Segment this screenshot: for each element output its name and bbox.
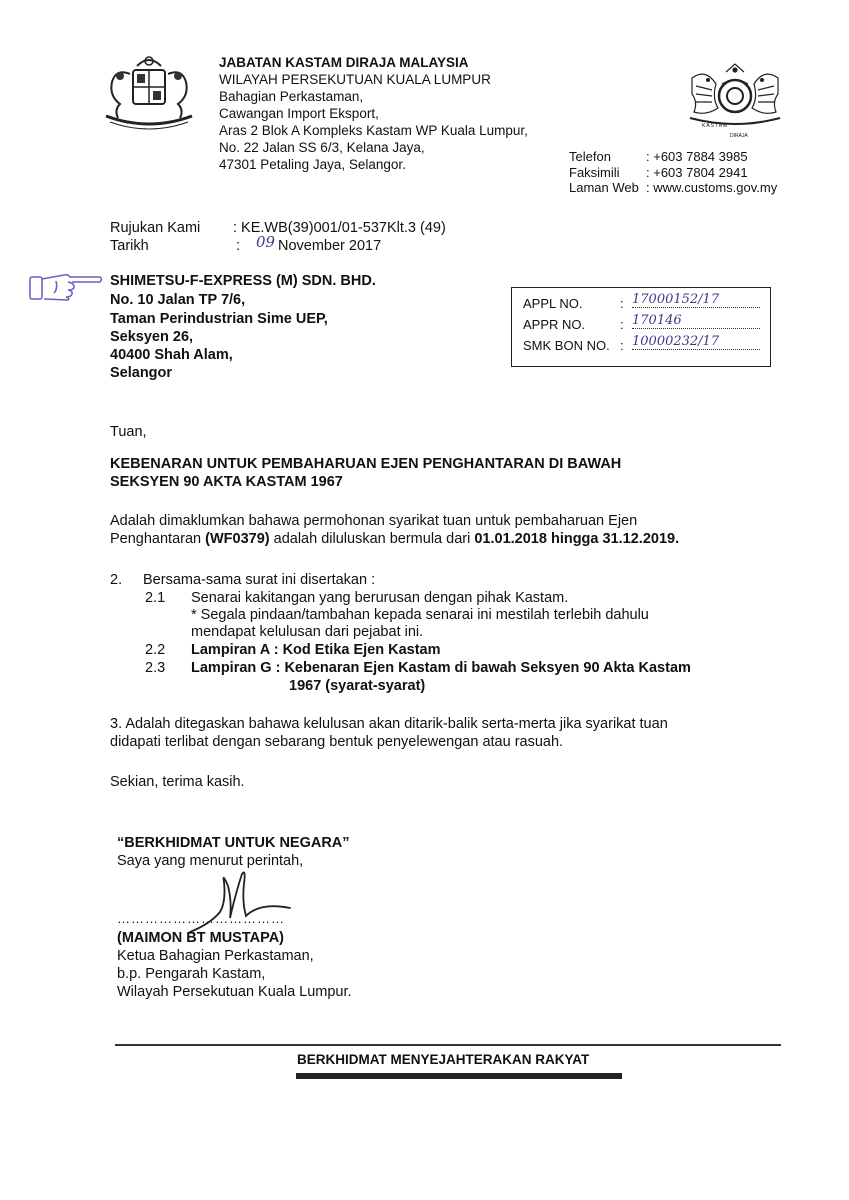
fax-value: : +603 7804 2941	[646, 165, 748, 180]
appr-no-label: APPR NO.	[523, 317, 586, 332]
crest-caption: KASTAM	[702, 123, 729, 129]
date-day-handwritten: 09	[256, 233, 276, 251]
appl-no-value: 17000152/17	[632, 292, 760, 308]
coat-of-arms-icon	[100, 52, 198, 132]
subject-line: SEKSYEN 90 AKTA KASTAM 1967	[110, 474, 343, 490]
address-line: No. 22 Jalan SS 6/3, Kelana Jaya,	[219, 140, 425, 155]
signatory-name: (MAIMON BT MUSTAPA)	[117, 930, 284, 946]
para1-text: adalah diluluskan bermula dari	[269, 531, 475, 547]
address-line: Cawangan Import Eksport,	[219, 106, 379, 121]
recipient-line: Seksyen 26,	[110, 329, 194, 345]
ref-value: : KE.WB(39)001/01-537Klt.3 (49)	[233, 220, 446, 236]
appl-no-colon: :	[620, 296, 624, 311]
smk-bon-no-colon: :	[620, 338, 624, 353]
footer-slogan: BERKHIDMAT MENYEJAHTERAKAN RAKYAT	[297, 1052, 590, 1067]
agent-code: (WF0379)	[205, 531, 270, 547]
signatory-title: b.p. Pengarah Kastam,	[117, 966, 266, 982]
smk-bon-no-value: 10000232/17	[632, 334, 760, 350]
item-number: 2.	[110, 572, 123, 588]
item-text: Bersama-sama surat ini disertakan :	[143, 572, 376, 588]
subitem-number: 2.2	[145, 642, 166, 658]
closing: Sekian, terima kasih.	[110, 774, 245, 790]
motto: “BERKHIDMAT UNTUK NEGARA”	[117, 835, 350, 851]
recipient-company: SHIMETSU-F-EXPRESS (M) SDN. BHD.	[110, 273, 376, 289]
fax-label: Faksimili	[569, 165, 620, 180]
address-line: Bahagian Perkastaman,	[219, 89, 364, 104]
reference-stamp-box	[511, 287, 771, 367]
para1-line	[110, 530, 679, 549]
para1-line: Adalah dimaklumkan bahawa permohonan syarikat tuan untuk pembaharuan Ejen	[110, 513, 638, 529]
customs-crest-icon	[682, 58, 788, 140]
pointing-hand-stamp-icon	[28, 269, 104, 303]
attachment-g: 1967 (syarat-syarat)	[289, 678, 426, 694]
subitem-number: 2.1	[145, 590, 166, 606]
appr-no-colon: :	[620, 317, 624, 332]
ref-label: Rujukan Kami	[110, 220, 201, 236]
date-label: Tarikh	[110, 238, 149, 254]
subitem-note: mendapat kelulusan dari pejabat ini.	[191, 624, 424, 640]
signatory-title: Wilayah Persekutuan Kuala Lumpur.	[117, 984, 352, 1000]
org-name: JABATAN KASTAM DIRAJA MALAYSIA	[219, 55, 469, 70]
appr-no-value: 170146	[632, 313, 760, 329]
on-behalf: Saya yang menurut perintah,	[117, 853, 304, 869]
smk-bon-no-label: SMK BON NO.	[523, 338, 610, 353]
web-label: Laman Web	[569, 180, 639, 195]
date-rest: November 2017	[278, 238, 382, 254]
tel-label: Telefon	[569, 149, 611, 164]
subitem-number: 2.3	[145, 660, 166, 676]
subject-line: KEBENARAN UNTUK PEMBAHARUAN EJEN PENGHANTARAN DI BAWAH	[110, 456, 622, 472]
subitem-text: Senarai kakitangan yang berurusan dengan pihak Kastam.	[191, 590, 569, 606]
tel-value: : +603 7884 3985	[646, 149, 748, 164]
crest-subcaption: DIRAJA	[730, 133, 748, 139]
appl-no-label: APPL NO.	[523, 296, 583, 311]
recipient-line: Selangor	[110, 365, 173, 381]
address-line: 47301 Petaling Jaya, Selangor.	[219, 157, 406, 172]
para3-line: 3. Adalah ditegaskan bahawa kelulusan akan ditarik-balik serta-merta jika syarikat tuan	[110, 716, 668, 732]
footer-divider	[115, 1044, 781, 1046]
para3-line: didapati terlibat dengan sebarang bentuk penyelewengan atau rasuah.	[110, 734, 564, 750]
validity-period: 01.01.2018 hingga 31.12.2019.	[474, 531, 680, 547]
web-value: : www.customs.gov.my	[646, 180, 778, 195]
address-line: Aras 2 Blok A Kompleks Kastam WP Kuala Lumpur,	[219, 123, 528, 138]
signature-dots: ………………………………	[117, 911, 285, 926]
recipient-line: 40400 Shah Alam,	[110, 347, 233, 363]
attachment-g: Lampiran G : Kebenaran Ejen Kastam di bawah Seksyen 90 Akta Kastam	[191, 660, 691, 676]
subitem-note: * Segala pindaan/tambahan kepada senarai ini mestilah terlebih dahulu	[191, 607, 649, 623]
para1-text: Penghantaran	[110, 531, 206, 547]
recipient-line: No. 10 Jalan TP 7/6,	[110, 292, 246, 308]
attachment-a: Lampiran A : Kod Etika Ejen Kastam	[191, 642, 441, 658]
address-line: WILAYAH PERSEKUTUAN KUALA LUMPUR	[219, 72, 491, 87]
recipient-line: Taman Perindustrian Sime UEP,	[110, 311, 328, 327]
footer-underline-bar	[296, 1073, 622, 1079]
date-colon: :	[236, 238, 241, 254]
salutation: Tuan,	[110, 424, 147, 440]
signatory-title: Ketua Bahagian Perkastaman,	[117, 948, 314, 964]
